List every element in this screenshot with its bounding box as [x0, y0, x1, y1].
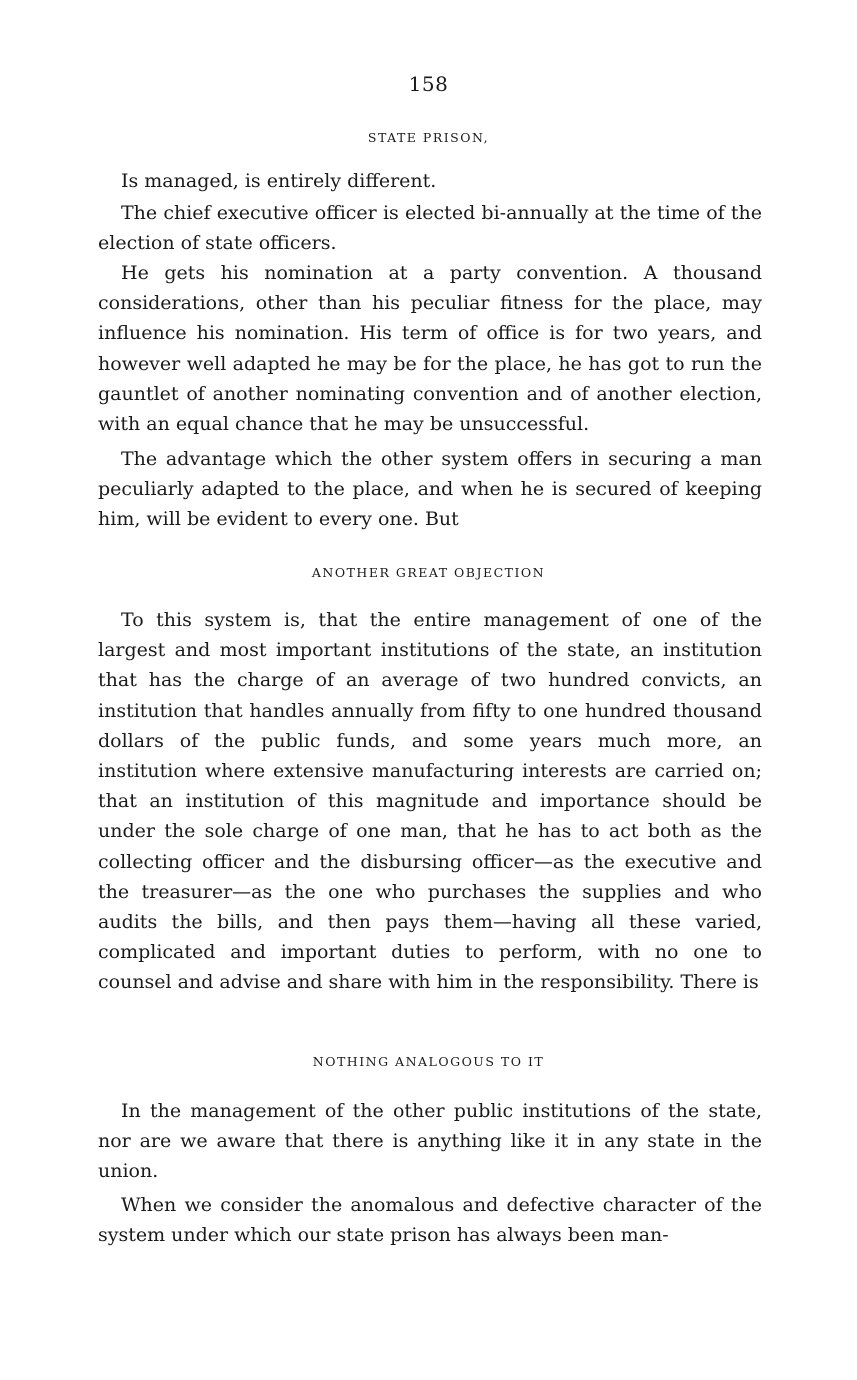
paragraph-4: The advantage which the other system offers in securing a man peculiarly adapted to the place, and when he is secured of keeping him, will be evident to every one. But	[98, 448, 762, 531]
section-heading-another-great-objection: ANOTHER GREAT OBJECTION	[311, 565, 546, 580]
section-heading-nothing-analogous: NOTHING ANALOGOUS TO IT	[312, 1054, 545, 1069]
paragraph-1: Is managed, is entirely different.	[121, 170, 437, 192]
page-number: 158	[408, 72, 449, 96]
paragraph-2: The chief executive officer is elected bi-annually at the time of the election of state officers.	[98, 202, 762, 255]
paragraph-5: To this system is, that the entire management of one of the largest and most important institutions of the state, an institution that has the charge of an average of two hundred convicts, an institution that handles annually from fifty to one hundred thousand dollars of the public funds, and some years much more, an institution where extensive manufacturing interests are carried on; that an institution of this magnitude and importance should be under the sole charge of one man, that he has to act both as the collecting officer and the disbursing officer—as the executive and the treasurer—as the one who purchases the supplies and who audits the bills, and then pays them—having all these varied, complicated and important duties to perform, with no one to counsel and advise and share with him in the responsibility. There is	[98, 609, 762, 994]
paragraph-6: In the management of the other public institutions of the state, nor are we aware that there is anything like it in any state in the union.	[98, 1100, 762, 1183]
paragraph-7: When we consider the anomalous and defective character of the system under which our state prison has always been man-	[98, 1194, 762, 1247]
running-head: STATE PRISON,	[367, 130, 490, 145]
paragraph-3: He gets his nomination at a party convention. A thousand considerations, other than his peculiar fitness for the place, may influence his nomination. His term of office is for two years, and however well adapted he may be for the place, he has got to run the gauntlet of another nominating convention and of another election, with an equal chance that he may be unsuccessful.	[98, 262, 762, 436]
